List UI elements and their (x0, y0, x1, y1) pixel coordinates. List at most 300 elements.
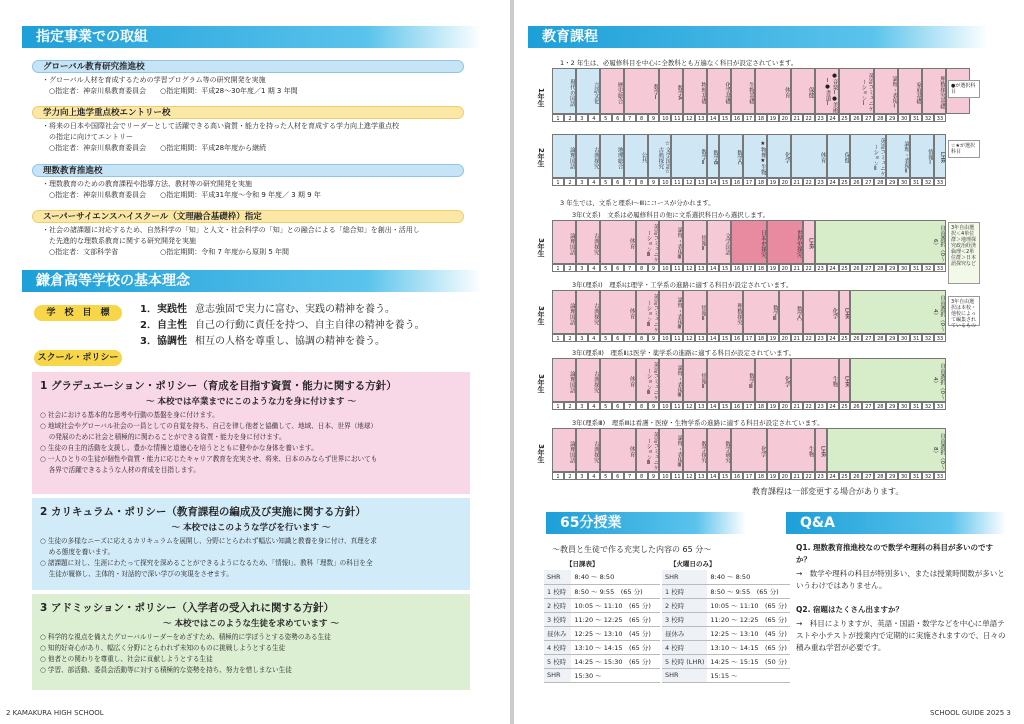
period-number: 18 (755, 178, 767, 186)
period-number: 11 (671, 402, 683, 410)
year1-label: 1年生 (537, 88, 545, 107)
period-label: SHR (662, 668, 707, 682)
schedule-row (662, 626, 790, 640)
subject-cell: 化学 (767, 134, 791, 178)
subject-cell: 論理国語 (552, 358, 576, 402)
period-number: 24 (827, 334, 839, 342)
schedule-row (662, 612, 790, 626)
period-time: 11:20 〜 12:25 (65 分) (707, 612, 790, 626)
subject-cell: 文学国語 (707, 220, 731, 264)
period-number: 7 (624, 178, 636, 186)
period-number: 15 (719, 114, 731, 122)
period-number: 17 (743, 334, 755, 342)
subject-cell: 体育 (755, 68, 791, 114)
year3-label: 3年生 (537, 444, 545, 463)
period-number: 32 (922, 264, 934, 272)
subject-cell: 保健 (827, 134, 851, 178)
period-number: 23 (815, 472, 827, 480)
course-bunkei: 3年(文系) 文系は必履修科目の他に文系選択科目から選択します。 (572, 211, 770, 219)
period-number: 10 (659, 178, 671, 186)
subject-cell: 論理・表現Ⅲ (659, 358, 683, 402)
period-label: 3 校時 (662, 612, 707, 626)
period-number: 29 (886, 264, 898, 272)
period-time: 11:20 〜 12:25 (65 分) (571, 612, 660, 626)
period-number: 27 (862, 264, 874, 272)
policy-title: 2 カリキュラム・ポリシー（教育課程の編成及び実施に関する方針） (40, 506, 366, 518)
policy-item: める態度を養います。 (40, 548, 115, 556)
period-number: 11 (671, 114, 683, 122)
policy-subtitle: 〜 本校ではこのような生徒を求めています 〜 (163, 619, 339, 629)
period-number: 15 (719, 334, 731, 342)
period-number: 17 (743, 114, 755, 122)
period-number: 9 (648, 114, 660, 122)
elective-note-2: ☆★が選択科目 (948, 140, 980, 158)
period-label: 5 校時 (LHR) (662, 654, 707, 668)
period-number: 1 (552, 178, 564, 186)
period-number: 6 (612, 264, 624, 272)
period-time: 8:40 〜 8:50 (707, 570, 790, 584)
year1-grid (552, 68, 946, 114)
period-numbers (552, 178, 946, 186)
period-number: 5 (600, 334, 612, 342)
policy-subtitle: 〜 本校では卒業までにこのような力を身に付けます 〜 (146, 397, 356, 407)
subject-cell: 自由選択（0〜4） (850, 358, 946, 402)
policy-subtitle: 〜 本校ではこのような学びを行います 〜 (171, 523, 331, 533)
subject-cell: 数学C (719, 134, 743, 178)
period-number: 9 (648, 402, 660, 410)
subject-cell: 論理・表現Ⅰ (874, 68, 898, 114)
period-number: 9 (648, 472, 660, 480)
policy-item: ○ 社会における基本的な思考や行動の基盤を身に付けます。 (40, 411, 219, 419)
period-number: 21 (791, 472, 803, 480)
subject-cell: 生物基礎 (731, 68, 755, 114)
period-number: 25 (839, 264, 851, 272)
period-time: 14:25 〜 15:15 (50 分) (707, 654, 790, 668)
period-number: 30 (898, 264, 910, 272)
subject-cell: 論理・表現Ⅱ (886, 134, 910, 178)
period-number: 30 (898, 402, 910, 410)
period-number: 25 (839, 178, 851, 186)
period-time: 12:25 〜 13:10 (45 分) (707, 626, 790, 640)
subject-cell: 体育 (600, 428, 636, 472)
period-number: 29 (886, 472, 898, 480)
period-number: 31 (910, 178, 922, 186)
period-number: 26 (850, 264, 862, 272)
period-label: 1 校時 (662, 584, 707, 598)
item-line: ・グローバル人材を育成するための学習プログラム等の研究開発を実施 (42, 76, 266, 84)
period-time: 15:15 〜 (707, 668, 790, 682)
period-number: 16 (731, 264, 743, 272)
subject-cell: 地理総合 (600, 134, 624, 178)
item-line: た先進的な理数系教育に関する研究開発を実施 (42, 237, 196, 245)
period-number: 32 (922, 402, 934, 410)
year3-bunkei-grid (552, 220, 946, 264)
subject-cell: 数学C (779, 290, 803, 334)
item-line: ○指定者：神奈川県教育委員会 ○指定期間：平成28年度から継続 (42, 144, 267, 152)
free-elective-note: 3年自由選択＜4単位群＞地理探究政治経済倫理＜2単位群＞日本語探究など (948, 222, 980, 284)
period-number: 20 (779, 402, 791, 410)
subject-cell: 論理国語 (552, 428, 576, 472)
period-label: SHR (544, 570, 571, 584)
schedule-row (544, 626, 660, 640)
period-number: 27 (862, 178, 874, 186)
period-number: 16 (731, 334, 743, 342)
period-number: 25 (839, 472, 851, 480)
period-number: 13 (695, 472, 707, 480)
subject-cell: 保健 (791, 68, 815, 114)
period-number: 11 (671, 334, 683, 342)
period-number: 13 (695, 178, 707, 186)
m65-subtitle: 〜教員と生徒で作る充実した内容の 65 分〜 (552, 545, 712, 554)
subject-cell: 古典探究 (576, 428, 600, 472)
period-time: 13:10 〜 14:15 (65 分) (571, 640, 660, 654)
subject-cell: 英語コミュニケーションⅡ (850, 134, 886, 178)
period-number: 14 (707, 472, 719, 480)
period-number: 2 (564, 178, 576, 186)
subject-cell: 公共 (624, 134, 648, 178)
policy-item: ○ 科学的な視点を備えたグローバルリーダーをめざすため、積極的に学ぼうとする姿勢のある生徒 (40, 633, 331, 641)
period-number: 23 (815, 334, 827, 342)
subject-cell: 自由選択（0〜6） (815, 220, 946, 264)
question-2: Q2. 宿題はたくさん出ますか？ (796, 605, 904, 614)
period-number: 8 (636, 334, 648, 342)
schedule-row (544, 654, 660, 668)
period-number: 23 (815, 264, 827, 272)
subject-cell: 論理・表現Ⅲ (659, 428, 683, 472)
period-numbers (552, 114, 946, 122)
policy-item: ○ 他者との関わりを尊重し、社会に貢献しようとする生徒 (40, 655, 213, 663)
schedule-row (662, 668, 790, 682)
period-number: 8 (636, 472, 648, 480)
subject-cell: 自由選択（0〜4） (850, 290, 946, 334)
period-number: 2 (564, 114, 576, 122)
subject-cell: ★物理★生物 (743, 134, 767, 178)
period-numbers (552, 264, 946, 272)
subject-cell: 古典探究 (576, 358, 600, 402)
period-number: 25 (839, 334, 851, 342)
period-number: 30 (898, 178, 910, 186)
subject-cell: ☆文学国語☆古典探究 (648, 134, 672, 178)
period-number: 28 (874, 114, 886, 122)
period-number: 12 (683, 178, 695, 186)
period-label: 5 校時 (544, 654, 571, 668)
schedule-row (544, 612, 660, 626)
schedule-row (662, 654, 790, 668)
subject-cell: 古典探究 (576, 134, 600, 178)
goal-2: 2．自主性 自己の行動に責任を持つ、自主自律の精神を養う。 (140, 320, 425, 331)
question-1: Q1. 理数教育推進校なので数学や理科の科目が多いのですか？ (796, 543, 994, 564)
subject-cell: 数学B (707, 134, 719, 178)
item-line: の指定に向けてエントリー (42, 133, 133, 141)
schedule-row (544, 584, 660, 598)
subject-cell: LHR (839, 358, 851, 402)
subject-cell: 歴史総合 (600, 68, 624, 114)
period-number: 18 (755, 472, 767, 480)
period-number: 3 (576, 472, 588, 480)
period-number: 22 (803, 264, 815, 272)
period-number: 3 (576, 402, 588, 410)
curriculum-policy-box (32, 498, 470, 590)
period-number: 16 (731, 178, 743, 186)
period-number: 19 (767, 264, 779, 272)
period-number: 33 (934, 114, 946, 122)
period-number: 8 (636, 114, 648, 122)
period-number: 2 (564, 402, 576, 410)
period-number: 27 (862, 402, 874, 410)
subject-cell: 論理国語 (552, 134, 576, 178)
period-number: 7 (624, 472, 636, 480)
period-number: 11 (671, 178, 683, 186)
period-number: 25 (839, 402, 851, 410)
period-number: 13 (695, 264, 707, 272)
period-number: 5 (600, 472, 612, 480)
period-label: 3 校時 (544, 612, 571, 626)
period-number: 33 (934, 402, 946, 410)
item-line: ・社会の諸課題に対応するため、自然科学の「知」と人文・社会科学の「知」との融合による「総合知」を創出・活用し (42, 226, 420, 234)
period-number: 32 (922, 114, 934, 122)
course-rikei1: 3年(理系Ⅰ) 理系Ⅰは理学・工学系の進路に適する科目が設定されています。 (572, 281, 793, 289)
period-number: 3 (576, 178, 588, 186)
period-number: 6 (612, 114, 624, 122)
subject-cell: 古典探究 (576, 220, 600, 264)
year3-label: 3年生 (537, 306, 545, 325)
item-label-global: グローバル教育研究推進校 (32, 60, 464, 73)
period-number: 16 (731, 402, 743, 410)
period-label: 昼休み (544, 626, 571, 640)
period-number: 25 (839, 114, 851, 122)
period-numbers (552, 472, 946, 480)
m65-title: 65分授業 (546, 512, 746, 534)
policy-title: 1 グラデュエーション・ポリシー（育成を目指す資質・能力に関する方針） (40, 380, 397, 392)
subject-cell: 数学Ⅰ (624, 68, 660, 114)
subject-cell: 体育 (600, 290, 636, 334)
subject-cell: 物理基礎 (683, 68, 707, 114)
answer-1: → 数学や理科の科目が特別多い、または授業時間数が多いというわけではありません。 (796, 569, 1005, 590)
period-number: 11 (671, 264, 683, 272)
period-number: 10 (659, 264, 671, 272)
period-number: 33 (934, 334, 946, 342)
subject-cell: 化学 (755, 358, 791, 402)
year3-rikei1-grid (552, 290, 946, 334)
item-line: ○指定者：神奈川県教育委員会 ○指定期間：平成31年度〜令和 9 年度／ 3 期 9 年 (42, 191, 321, 199)
period-number: 5 (600, 114, 612, 122)
subject-cell: 体育 (791, 134, 827, 178)
period-number: 26 (850, 472, 862, 480)
period-number: 20 (779, 264, 791, 272)
tuesday-schedule-head: 【火曜日のみ】 (670, 560, 716, 568)
tuesday-schedule-table (662, 570, 790, 683)
subject-cell: 数学研究 (707, 428, 731, 472)
period-number: 21 (791, 334, 803, 342)
schedule-row (662, 570, 790, 584)
subject-cell: 英語コミュニケーションⅢ (636, 290, 660, 334)
period-number: 10 (659, 472, 671, 480)
period-number: 4 (588, 264, 600, 272)
school-policy-label: スクール・ポリシー (34, 350, 122, 366)
policy-item: の発展のために社会と積極的に関わることができる資質・能力を身に付けます。 (40, 433, 286, 441)
graduation-policy-box (32, 372, 470, 494)
period-time: 8:50 〜 9:55 (65 分) (707, 584, 790, 598)
subject-cell: 家庭基礎 (898, 68, 922, 114)
left-page (0, 0, 510, 724)
period-number: 26 (850, 402, 862, 410)
period-number: 14 (707, 402, 719, 410)
subject-cell: LHR (803, 220, 815, 264)
period-time: 14:25 〜 15:30 (65 分) (571, 654, 660, 668)
period-number: 5 (600, 402, 612, 410)
item-label-academic: 学力向上進学重点校エントリー校 (32, 106, 464, 119)
period-number: 22 (803, 402, 815, 410)
goal-3: 3．協調性 相互の人格を尊重し、協調の精神を養う。 (140, 336, 385, 347)
period-number: 29 (886, 114, 898, 122)
subject-cell: 数学Ⅱ (671, 134, 707, 178)
period-number: 17 (743, 264, 755, 272)
year2-label: 2年生 (537, 148, 545, 167)
normal-schedule-table (544, 570, 660, 683)
note-year12: 1・2 年生は、必履修科目を中心に全教科とも万遍なく科目が設定されています。 (560, 59, 798, 67)
period-number: 5 (600, 178, 612, 186)
period-number: 9 (648, 264, 660, 272)
period-number: 26 (850, 334, 862, 342)
subject-cell: LHR (934, 134, 946, 178)
policy-item: ○ 知的好奇心があり、幅広く分野にとらわれず未知のものに挑戦しようとする生徒 (40, 644, 286, 652)
period-number: 18 (755, 114, 767, 122)
right-footer: SCHOOL GUIDE 2025 3 (930, 709, 1011, 717)
period-number: 23 (815, 114, 827, 122)
answer-2: → 科目によりますが、英語・国語・数学などを中心に単語テストや小テストが授業内で定期的に実施されますので、日々の積み重ね学習が必要です。 (796, 619, 1006, 652)
period-number: 22 (803, 178, 815, 186)
period-number: 8 (636, 402, 648, 410)
subject-cell: 化学基礎 (707, 68, 731, 114)
period-number: 1 (552, 114, 564, 122)
year3-rikei3-grid (552, 428, 946, 472)
subject-cell: 論理・表現Ⅲ (659, 290, 683, 334)
period-number: 9 (648, 334, 660, 342)
period-number: 21 (791, 402, 803, 410)
elective-note-1: ●が選択科目 (948, 80, 980, 98)
subject-cell: 化学 (731, 428, 767, 472)
subject-cell: 論理国語 (552, 220, 576, 264)
period-number: 26 (850, 178, 862, 186)
period-numbers (552, 334, 946, 342)
period-time: 15:30 〜 (571, 668, 660, 682)
period-number: 16 (731, 472, 743, 480)
policy-item: ○ 諸課題に対し、生涯にわたって探究を深めることができるようになるため、「情報Ⅰ」、教科「理数」の科目を全 (40, 559, 373, 567)
schedule-row (544, 640, 660, 654)
period-number: 13 (695, 334, 707, 342)
policy-item: ○ 地域社会やグローバル社会の一員としての自覚を持ち、自己を律し他者と協働して、地域、日本、世界（地球） (40, 422, 378, 430)
subject-cell: 数学Ⅲ (707, 358, 755, 402)
period-number: 24 (827, 264, 839, 272)
period-number: 21 (791, 178, 803, 186)
period-number: 26 (850, 114, 862, 122)
period-number: 7 (624, 402, 636, 410)
period-number: 24 (827, 114, 839, 122)
subject-cell: 言語文化 (576, 68, 600, 114)
period-number: 12 (683, 334, 695, 342)
period-number: 1 (552, 264, 564, 272)
period-time: 13:10 〜 14:15 (65 分) (707, 640, 790, 654)
goal-1: 1．実践性 意志強固で実力に富む、実践の精神を養う。 (140, 304, 395, 315)
period-number: 31 (910, 402, 922, 410)
period-label: 2 校時 (544, 598, 571, 612)
curriculum-title: 教育課程 (528, 26, 988, 48)
period-number: 4 (588, 114, 600, 122)
period-label: 4 校時 (662, 640, 707, 654)
period-number: 1 (552, 472, 564, 480)
period-number: 3 (576, 264, 588, 272)
period-number: 31 (910, 472, 922, 480)
policy-item: ○ 学習、部活動、委員会活動等に対する積極的な姿勢を持ち、努力を惜しまない生徒 (40, 666, 292, 674)
policy-item: 生徒が履修し、主体的・対話的で深い学びの実現をさせます。 (40, 570, 233, 578)
period-number: 20 (779, 334, 791, 342)
period-number: 12 (683, 114, 695, 122)
period-numbers (552, 402, 946, 410)
period-number: 15 (719, 472, 731, 480)
course-rikei2: 3年(理系Ⅱ) 理系Ⅱは医学・薬学系の進路に適する科目が設定されています。 (572, 349, 796, 357)
policy-item: ○ 一人ひとりの生徒が個性や資質・能力に応じたキャリア教育を充実させ、将来、日本のみならず世界においても (40, 455, 378, 463)
policy-item: 各界で活躍できるような人材の育成を目指します。 (40, 466, 200, 474)
period-number: 20 (779, 114, 791, 122)
left-footer: 2 KAMAKURA HIGH SCHOOL (6, 709, 104, 717)
period-number: 15 (719, 178, 731, 186)
period-number: 4 (588, 178, 600, 186)
period-number: 6 (612, 402, 624, 410)
schedule-row (662, 598, 790, 612)
period-number: 23 (815, 402, 827, 410)
schedule-row (662, 640, 790, 654)
subject-cell: 論理国語 (552, 290, 576, 334)
period-number: 29 (886, 334, 898, 342)
period-number: 2 (564, 264, 576, 272)
item-label-ssh: スーパーサイエンスハイスクール（文理融合基礎枠）指定 (32, 210, 464, 223)
period-number: 8 (636, 264, 648, 272)
subject-cell: 体育 (600, 358, 636, 402)
period-number: 13 (695, 114, 707, 122)
period-number: 17 (743, 178, 755, 186)
period-number: 17 (743, 402, 755, 410)
period-number: 22 (803, 334, 815, 342)
subject-cell: 英語コミュニケーションⅢ (636, 358, 660, 402)
period-number: 27 (862, 472, 874, 480)
period-number: 12 (683, 472, 695, 480)
item-label-science: 理数教育推進校 (32, 164, 464, 177)
period-number: 28 (874, 472, 886, 480)
period-number: 13 (695, 402, 707, 410)
period-number: 19 (767, 178, 779, 186)
school-goal-label: 学 校 目 標 (34, 305, 122, 321)
period-number: 30 (898, 472, 910, 480)
year3-rikei2-grid (552, 358, 946, 402)
course-rikei3: 3年(理系Ⅲ) 理系Ⅲは看護・医療・生物学系の進路に適する科目が設定されています。 (572, 419, 824, 427)
policy-item: ○ 生徒の自主的活動を支援し、豊かな情操と道徳心を培うとともに健やかな身体を養います。 (40, 444, 318, 452)
subject-cell: 情報Ⅱ (683, 290, 707, 334)
subject-cell: 情報Ⅱ (683, 358, 707, 402)
period-number: 27 (862, 114, 874, 122)
policy-item: ○ 生徒の多様なニーズに応えるカリキュラムを展開し、分野にとらわれず幅広い知識と教養を身に付け、真理を求 (40, 537, 377, 545)
period-time: 10:05 〜 11:10 (65 分) (707, 598, 790, 612)
item-line: ○指定者：文部科学省 ○指定期間：令和 7 年度から原則 5 年間 (42, 248, 290, 256)
subject-cell: 英語コミュニケーションⅢ (636, 220, 660, 264)
subject-cell: LHR (839, 290, 851, 334)
subject-cell: 世界史探究 (767, 220, 803, 264)
period-time: 10:05 〜 11:10 (65 分) (571, 598, 660, 612)
period-number: 29 (886, 402, 898, 410)
period-number: 14 (707, 334, 719, 342)
subject-cell: 英語コミュニケーションⅢ (636, 428, 660, 472)
period-number: 21 (791, 114, 803, 122)
period-number: 14 (707, 264, 719, 272)
